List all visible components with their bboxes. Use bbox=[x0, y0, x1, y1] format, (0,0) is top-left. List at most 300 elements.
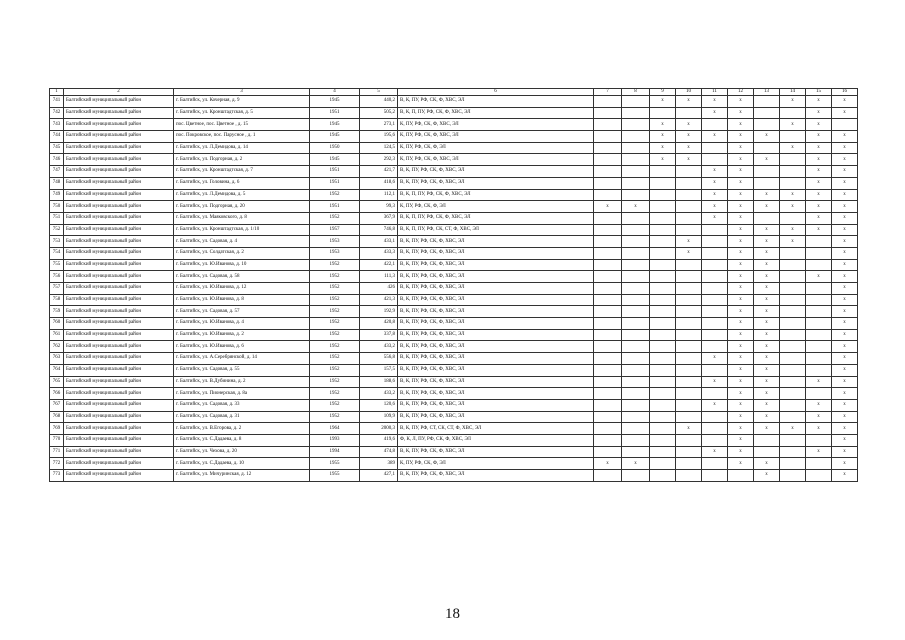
work-mark-cell bbox=[594, 96, 622, 108]
work-mark-cell bbox=[806, 388, 832, 400]
row-number: 772 bbox=[50, 458, 64, 470]
work-mark-cell bbox=[594, 119, 622, 131]
work-mark-cell bbox=[676, 458, 702, 470]
column-number: 4 bbox=[310, 89, 360, 96]
municipal-district: Балтийский муниципальный район bbox=[64, 283, 174, 295]
work-mark-cell: x bbox=[754, 411, 780, 423]
construction-year: 1952 bbox=[310, 376, 360, 388]
work-mark-cell: x bbox=[806, 107, 832, 119]
building-area: 99,3 bbox=[360, 201, 398, 213]
work-mark-cell: x bbox=[806, 166, 832, 178]
work-mark-cell: x bbox=[676, 247, 702, 259]
municipal-district: Балтийский муниципальный район bbox=[64, 376, 174, 388]
work-mark-cell: x bbox=[728, 131, 754, 143]
work-mark-cell bbox=[622, 376, 650, 388]
work-mark-cell: x bbox=[832, 423, 858, 435]
work-mark-cell: x bbox=[754, 388, 780, 400]
work-mark-cell bbox=[702, 423, 728, 435]
building-address: г. Балтийск, ул. В.Егорова, д. 2 bbox=[174, 423, 310, 435]
work-mark-cell: x bbox=[754, 154, 780, 166]
work-mark-cell bbox=[702, 329, 728, 341]
work-mark-cell bbox=[702, 341, 728, 353]
construction-year: 1952 bbox=[310, 271, 360, 283]
work-types: В, К, П, ПУ, РФ, СК, Ф, ХВС, ЭЛ bbox=[398, 107, 594, 119]
work-mark-cell: x bbox=[806, 446, 832, 458]
work-mark-cell bbox=[780, 411, 806, 423]
building-area: 427,1 bbox=[360, 470, 398, 482]
building-address: пос. Цветное, пос. Цветное , д. 15 bbox=[174, 119, 310, 131]
column-number: 16 bbox=[832, 89, 858, 96]
work-mark-cell bbox=[754, 107, 780, 119]
construction-year: 1952 bbox=[310, 329, 360, 341]
work-mark-cell bbox=[780, 294, 806, 306]
work-mark-cell bbox=[622, 318, 650, 330]
row-number: 757 bbox=[50, 283, 64, 295]
work-mark-cell bbox=[650, 107, 676, 119]
construction-year: 1951 bbox=[310, 166, 360, 178]
table-row bbox=[50, 353, 858, 365]
table-row bbox=[50, 142, 858, 154]
work-mark-cell: x bbox=[702, 212, 728, 224]
column-number: 10 bbox=[676, 89, 702, 96]
building-address: г. Балтийск, ул. Кронштадтская, д. 1/10 bbox=[174, 224, 310, 236]
work-mark-cell bbox=[676, 318, 702, 330]
municipal-district: Балтийский муниципальный район bbox=[64, 329, 174, 341]
building-area: 433,3 bbox=[360, 247, 398, 259]
row-number: 754 bbox=[50, 247, 64, 259]
work-mark-cell bbox=[806, 329, 832, 341]
work-mark-cell: x bbox=[832, 142, 858, 154]
work-mark-cell: x bbox=[728, 236, 754, 248]
work-mark-cell: x bbox=[728, 446, 754, 458]
work-mark-cell bbox=[594, 306, 622, 318]
work-mark-cell: x bbox=[780, 189, 806, 201]
work-mark-cell bbox=[702, 247, 728, 259]
work-mark-cell: x bbox=[702, 177, 728, 189]
construction-year: 1993 bbox=[310, 434, 360, 446]
work-types: В, К, ПУ, РФ, СК, Ф, ХВС, ЭЛ bbox=[398, 166, 594, 178]
work-types: В, К, ПУ, РФ, СК, Ф, ХВС, ЭЛ bbox=[398, 411, 594, 423]
table-row bbox=[50, 119, 858, 131]
work-mark-cell: x bbox=[832, 399, 858, 411]
work-types: К, ПУ, РФ, СК, Ф, ХВС, ЭЛ bbox=[398, 131, 594, 143]
column-number: 5 bbox=[360, 89, 398, 96]
row-number: 773 bbox=[50, 470, 64, 482]
column-number: 12 bbox=[728, 89, 754, 96]
work-mark-cell: x bbox=[806, 189, 832, 201]
work-mark-cell: x bbox=[780, 96, 806, 108]
work-mark-cell bbox=[780, 177, 806, 189]
table-row bbox=[50, 423, 858, 435]
work-mark-cell bbox=[650, 434, 676, 446]
construction-year: 1964 bbox=[310, 423, 360, 435]
work-mark-cell bbox=[650, 470, 676, 482]
building-area: 421,7 bbox=[360, 166, 398, 178]
building-address: г. Балтийск, ул. Ю.Иванова, д. 10 bbox=[174, 259, 310, 271]
work-mark-cell bbox=[650, 318, 676, 330]
page-number: 18 bbox=[445, 606, 460, 622]
work-mark-cell bbox=[622, 294, 650, 306]
building-address: г. Балтийск, ул. Садовая, д. 58 bbox=[174, 271, 310, 283]
building-area: 2000,3 bbox=[360, 423, 398, 435]
work-mark-cell bbox=[594, 283, 622, 295]
work-mark-cell bbox=[780, 458, 806, 470]
row-number: 751 bbox=[50, 212, 64, 224]
work-types: В, К, ПУ, РФ, СК, Ф, ХВС, ЭЛ bbox=[398, 294, 594, 306]
work-mark-cell bbox=[780, 318, 806, 330]
work-mark-cell bbox=[622, 470, 650, 482]
table-row bbox=[50, 318, 858, 330]
work-types: В, К, ПУ, РФ, СК, Ф, ХВС, ЭЛ bbox=[398, 283, 594, 295]
municipal-district: Балтийский муниципальный район bbox=[64, 96, 174, 108]
row-number: 770 bbox=[50, 434, 64, 446]
work-mark-cell: x bbox=[676, 131, 702, 143]
work-mark-cell bbox=[650, 177, 676, 189]
work-mark-cell bbox=[622, 189, 650, 201]
work-mark-cell bbox=[676, 166, 702, 178]
work-mark-cell bbox=[676, 177, 702, 189]
work-mark-cell: x bbox=[702, 201, 728, 213]
work-mark-cell bbox=[806, 283, 832, 295]
work-types: К, ПУ, РФ, СК, Ф, ЭЛ bbox=[398, 142, 594, 154]
building-area: 420,8 bbox=[360, 318, 398, 330]
work-mark-cell bbox=[806, 259, 832, 271]
work-mark-cell: x bbox=[754, 131, 780, 143]
work-mark-cell bbox=[702, 154, 728, 166]
work-mark-cell: x bbox=[832, 318, 858, 330]
work-mark-cell bbox=[650, 458, 676, 470]
municipal-district: Балтийский муниципальный район bbox=[64, 177, 174, 189]
construction-year: 1952 bbox=[310, 259, 360, 271]
work-mark-cell bbox=[622, 107, 650, 119]
work-mark-cell bbox=[622, 236, 650, 248]
row-number: 767 bbox=[50, 399, 64, 411]
work-mark-cell: x bbox=[702, 131, 728, 143]
work-mark-cell: x bbox=[754, 271, 780, 283]
table-row bbox=[50, 107, 858, 119]
work-mark-cell: x bbox=[728, 364, 754, 376]
work-mark-cell bbox=[594, 353, 622, 365]
work-mark-cell: x bbox=[832, 341, 858, 353]
column-number: 13 bbox=[754, 89, 780, 96]
work-mark-cell bbox=[622, 423, 650, 435]
row-number: 752 bbox=[50, 224, 64, 236]
work-mark-cell: x bbox=[728, 318, 754, 330]
work-types: В, К, ПУ, РФ, СТ, СК, СТ, Ф, ХВС, ЭЛ bbox=[398, 423, 594, 435]
work-mark-cell bbox=[806, 247, 832, 259]
construction-year: 1952 bbox=[310, 353, 360, 365]
work-mark-cell bbox=[806, 236, 832, 248]
work-types: К, ПУ, РФ, СК, Ф, ЭЛ bbox=[398, 458, 594, 470]
work-mark-cell bbox=[702, 306, 728, 318]
work-mark-cell bbox=[780, 154, 806, 166]
municipal-district: Балтийский муниципальный район bbox=[64, 423, 174, 435]
work-mark-cell bbox=[702, 434, 728, 446]
work-mark-cell: x bbox=[806, 154, 832, 166]
work-mark-cell bbox=[780, 364, 806, 376]
column-number: 3 bbox=[174, 89, 310, 96]
work-mark-cell bbox=[650, 388, 676, 400]
work-mark-cell bbox=[676, 434, 702, 446]
row-number: 750 bbox=[50, 201, 64, 213]
building-area: 188,6 bbox=[360, 376, 398, 388]
building-address: г. Балтийск, ул. Подгорная, д. 2 bbox=[174, 154, 310, 166]
work-mark-cell bbox=[594, 247, 622, 259]
work-types: В, К, ПУ, РФ, СК, Ф, ХВС, ЭЛ bbox=[398, 177, 594, 189]
work-mark-cell: x bbox=[832, 294, 858, 306]
work-mark-cell bbox=[754, 96, 780, 108]
municipal-district: Балтийский муниципальный район bbox=[64, 353, 174, 365]
row-number: 763 bbox=[50, 353, 64, 365]
work-mark-cell bbox=[622, 434, 650, 446]
work-mark-cell: x bbox=[754, 329, 780, 341]
work-mark-cell: x bbox=[622, 201, 650, 213]
work-mark-cell bbox=[676, 388, 702, 400]
building-area: 367,9 bbox=[360, 212, 398, 224]
construction-year: 1952 bbox=[310, 283, 360, 295]
table-row bbox=[50, 470, 858, 482]
row-number: 771 bbox=[50, 446, 64, 458]
work-mark-cell bbox=[650, 353, 676, 365]
work-mark-cell bbox=[650, 212, 676, 224]
work-mark-cell bbox=[806, 306, 832, 318]
table-row bbox=[50, 446, 858, 458]
municipal-district: Балтийский муниципальный район bbox=[64, 341, 174, 353]
work-mark-cell: x bbox=[676, 96, 702, 108]
work-mark-cell: x bbox=[702, 353, 728, 365]
work-mark-cell bbox=[702, 224, 728, 236]
work-mark-cell: x bbox=[754, 224, 780, 236]
row-number: 745 bbox=[50, 142, 64, 154]
construction-year: 1952 bbox=[310, 411, 360, 423]
construction-year: 1994 bbox=[310, 446, 360, 458]
work-mark-cell bbox=[676, 201, 702, 213]
municipal-district: Балтийский муниципальный район bbox=[64, 446, 174, 458]
work-mark-cell bbox=[622, 411, 650, 423]
work-mark-cell bbox=[594, 318, 622, 330]
work-mark-cell bbox=[622, 329, 650, 341]
row-number: 765 bbox=[50, 376, 64, 388]
construction-year: 1951 bbox=[310, 107, 360, 119]
work-mark-cell: x bbox=[754, 399, 780, 411]
building-area: 112,1 bbox=[360, 189, 398, 201]
table-row bbox=[50, 458, 858, 470]
municipal-district: Балтийский муниципальный район bbox=[64, 318, 174, 330]
work-mark-cell bbox=[806, 470, 832, 482]
work-mark-cell bbox=[622, 142, 650, 154]
work-mark-cell bbox=[832, 119, 858, 131]
work-mark-cell: x bbox=[806, 411, 832, 423]
building-area: 111,3 bbox=[360, 271, 398, 283]
work-mark-cell bbox=[780, 399, 806, 411]
work-mark-cell bbox=[806, 458, 832, 470]
work-types: В, К, ПУ, РФ, СК, Ф, ХВС, ЭЛ bbox=[398, 364, 594, 376]
work-mark-cell: x bbox=[594, 201, 622, 213]
work-mark-cell: x bbox=[806, 224, 832, 236]
building-area: 418,6 bbox=[360, 177, 398, 189]
work-mark-cell: x bbox=[806, 142, 832, 154]
work-mark-cell: x bbox=[622, 458, 650, 470]
building-address: г. Балтийск, ул. А.Серебрянской, д. 14 bbox=[174, 353, 310, 365]
municipal-district: Балтийский муниципальный район bbox=[64, 131, 174, 143]
work-mark-cell: x bbox=[832, 353, 858, 365]
building-address: г. Балтийск, ул. Кронштадтская, д. 5 bbox=[174, 107, 310, 119]
construction-year: 1953 bbox=[310, 247, 360, 259]
table-row bbox=[50, 283, 858, 295]
municipal-district: Балтийский муниципальный район bbox=[64, 470, 174, 482]
work-mark-cell bbox=[780, 107, 806, 119]
work-mark-cell bbox=[650, 271, 676, 283]
work-mark-cell: x bbox=[780, 201, 806, 213]
column-number: 2 bbox=[64, 89, 174, 96]
municipal-district: Балтийский муниципальный район bbox=[64, 294, 174, 306]
work-mark-cell bbox=[650, 399, 676, 411]
table-row bbox=[50, 96, 858, 108]
work-mark-cell bbox=[754, 446, 780, 458]
work-mark-cell bbox=[650, 189, 676, 201]
work-mark-cell: x bbox=[832, 458, 858, 470]
work-mark-cell bbox=[676, 470, 702, 482]
construction-year: 1952 bbox=[310, 318, 360, 330]
work-mark-cell: x bbox=[832, 189, 858, 201]
work-mark-cell bbox=[622, 306, 650, 318]
building-address: г. Балтийск, ул. С.Дадаева, д. 8 bbox=[174, 434, 310, 446]
work-mark-cell bbox=[780, 247, 806, 259]
work-mark-cell: x bbox=[728, 306, 754, 318]
work-mark-cell: x bbox=[728, 201, 754, 213]
work-mark-cell bbox=[702, 411, 728, 423]
work-mark-cell: x bbox=[650, 131, 676, 143]
building-area: 422,1 bbox=[360, 259, 398, 271]
table-row bbox=[50, 341, 858, 353]
work-mark-cell: x bbox=[832, 177, 858, 189]
work-mark-cell bbox=[780, 388, 806, 400]
building-address: г. Балтийск, ул. Головина, д. 6 bbox=[174, 177, 310, 189]
work-mark-cell bbox=[780, 329, 806, 341]
work-mark-cell bbox=[780, 271, 806, 283]
work-mark-cell bbox=[594, 423, 622, 435]
building-area: 419,6 bbox=[360, 434, 398, 446]
municipal-district: Балтийский муниципальный район bbox=[64, 142, 174, 154]
table-row bbox=[50, 411, 858, 423]
building-area: 337,8 bbox=[360, 329, 398, 341]
work-mark-cell bbox=[702, 283, 728, 295]
municipal-district: Балтийский муниципальный район bbox=[64, 259, 174, 271]
work-mark-cell: x bbox=[754, 376, 780, 388]
work-mark-cell: x bbox=[754, 236, 780, 248]
register-table bbox=[49, 88, 858, 482]
work-mark-cell bbox=[676, 329, 702, 341]
row-number: 749 bbox=[50, 189, 64, 201]
building-address: г. Балтийск, ул. Мичуринская, д. 12 bbox=[174, 470, 310, 482]
work-mark-cell bbox=[594, 236, 622, 248]
work-mark-cell: x bbox=[754, 470, 780, 482]
work-mark-cell bbox=[594, 411, 622, 423]
work-mark-cell: x bbox=[676, 423, 702, 435]
work-mark-cell bbox=[622, 388, 650, 400]
work-mark-cell: x bbox=[780, 142, 806, 154]
construction-year: 1945 bbox=[310, 119, 360, 131]
work-mark-cell: x bbox=[702, 96, 728, 108]
work-mark-cell: x bbox=[728, 189, 754, 201]
construction-year: 1952 bbox=[310, 294, 360, 306]
work-mark-cell bbox=[622, 131, 650, 143]
construction-year: 1955 bbox=[310, 458, 360, 470]
building-area: 195,6 bbox=[360, 131, 398, 143]
work-mark-cell bbox=[622, 224, 650, 236]
municipal-district: Балтийский муниципальный район bbox=[64, 364, 174, 376]
building-address: г. Балтийск, ул. Садовая, д. 55 bbox=[174, 364, 310, 376]
column-number: 6 bbox=[398, 89, 594, 96]
work-mark-cell bbox=[780, 470, 806, 482]
work-mark-cell bbox=[594, 294, 622, 306]
building-area: 426 bbox=[360, 283, 398, 295]
work-mark-cell: x bbox=[728, 212, 754, 224]
work-mark-cell bbox=[594, 177, 622, 189]
work-mark-cell: x bbox=[806, 399, 832, 411]
row-number: 755 bbox=[50, 259, 64, 271]
work-mark-cell: x bbox=[832, 364, 858, 376]
work-mark-cell bbox=[702, 364, 728, 376]
work-mark-cell: x bbox=[832, 306, 858, 318]
row-number: 744 bbox=[50, 131, 64, 143]
table-row bbox=[50, 364, 858, 376]
building-address: г. Балтийск, ул. Ю.Иванова, д. 8 bbox=[174, 294, 310, 306]
work-mark-cell bbox=[622, 119, 650, 131]
table-row bbox=[50, 154, 858, 166]
building-address: г. Балтийск, ул. Садовая, д. 33 bbox=[174, 399, 310, 411]
work-mark-cell bbox=[780, 376, 806, 388]
work-mark-cell bbox=[594, 212, 622, 224]
work-mark-cell bbox=[622, 177, 650, 189]
work-mark-cell bbox=[780, 259, 806, 271]
construction-year: 1952 bbox=[310, 364, 360, 376]
building-area: 109,9 bbox=[360, 411, 398, 423]
work-mark-cell: x bbox=[780, 224, 806, 236]
work-mark-cell bbox=[594, 154, 622, 166]
table-row bbox=[50, 434, 858, 446]
work-mark-cell: x bbox=[728, 353, 754, 365]
work-mark-cell bbox=[594, 399, 622, 411]
column-number: 7 bbox=[594, 89, 622, 96]
work-mark-cell bbox=[754, 212, 780, 224]
work-mark-cell: x bbox=[754, 423, 780, 435]
municipal-district: Балтийский муниципальный район bbox=[64, 306, 174, 318]
municipal-district: Балтийский муниципальный район bbox=[64, 388, 174, 400]
work-mark-cell bbox=[702, 236, 728, 248]
work-mark-cell: x bbox=[754, 318, 780, 330]
work-mark-cell: x bbox=[728, 247, 754, 259]
work-mark-cell bbox=[650, 364, 676, 376]
municipal-district: Балтийский муниципальный район bbox=[64, 458, 174, 470]
building-area: 421,3 bbox=[360, 294, 398, 306]
work-types: В, К, ПУ, РФ, СК, Ф, ХВС, ЭЛ bbox=[398, 353, 594, 365]
building-area: 192,9 bbox=[360, 306, 398, 318]
work-mark-cell: x bbox=[806, 212, 832, 224]
work-mark-cell: x bbox=[676, 119, 702, 131]
work-mark-cell: x bbox=[832, 434, 858, 446]
work-mark-cell: x bbox=[832, 154, 858, 166]
work-mark-cell bbox=[754, 119, 780, 131]
building-address: г. Балтийск, ул. Л.Демидова, д. 14 bbox=[174, 142, 310, 154]
work-mark-cell: x bbox=[832, 224, 858, 236]
row-number: 758 bbox=[50, 294, 64, 306]
row-number: 766 bbox=[50, 388, 64, 400]
building-area: 292,3 bbox=[360, 154, 398, 166]
building-address: г. Балтийск, ул. Кронштадтская, д. 7 bbox=[174, 166, 310, 178]
work-mark-cell bbox=[676, 353, 702, 365]
work-mark-cell bbox=[676, 294, 702, 306]
